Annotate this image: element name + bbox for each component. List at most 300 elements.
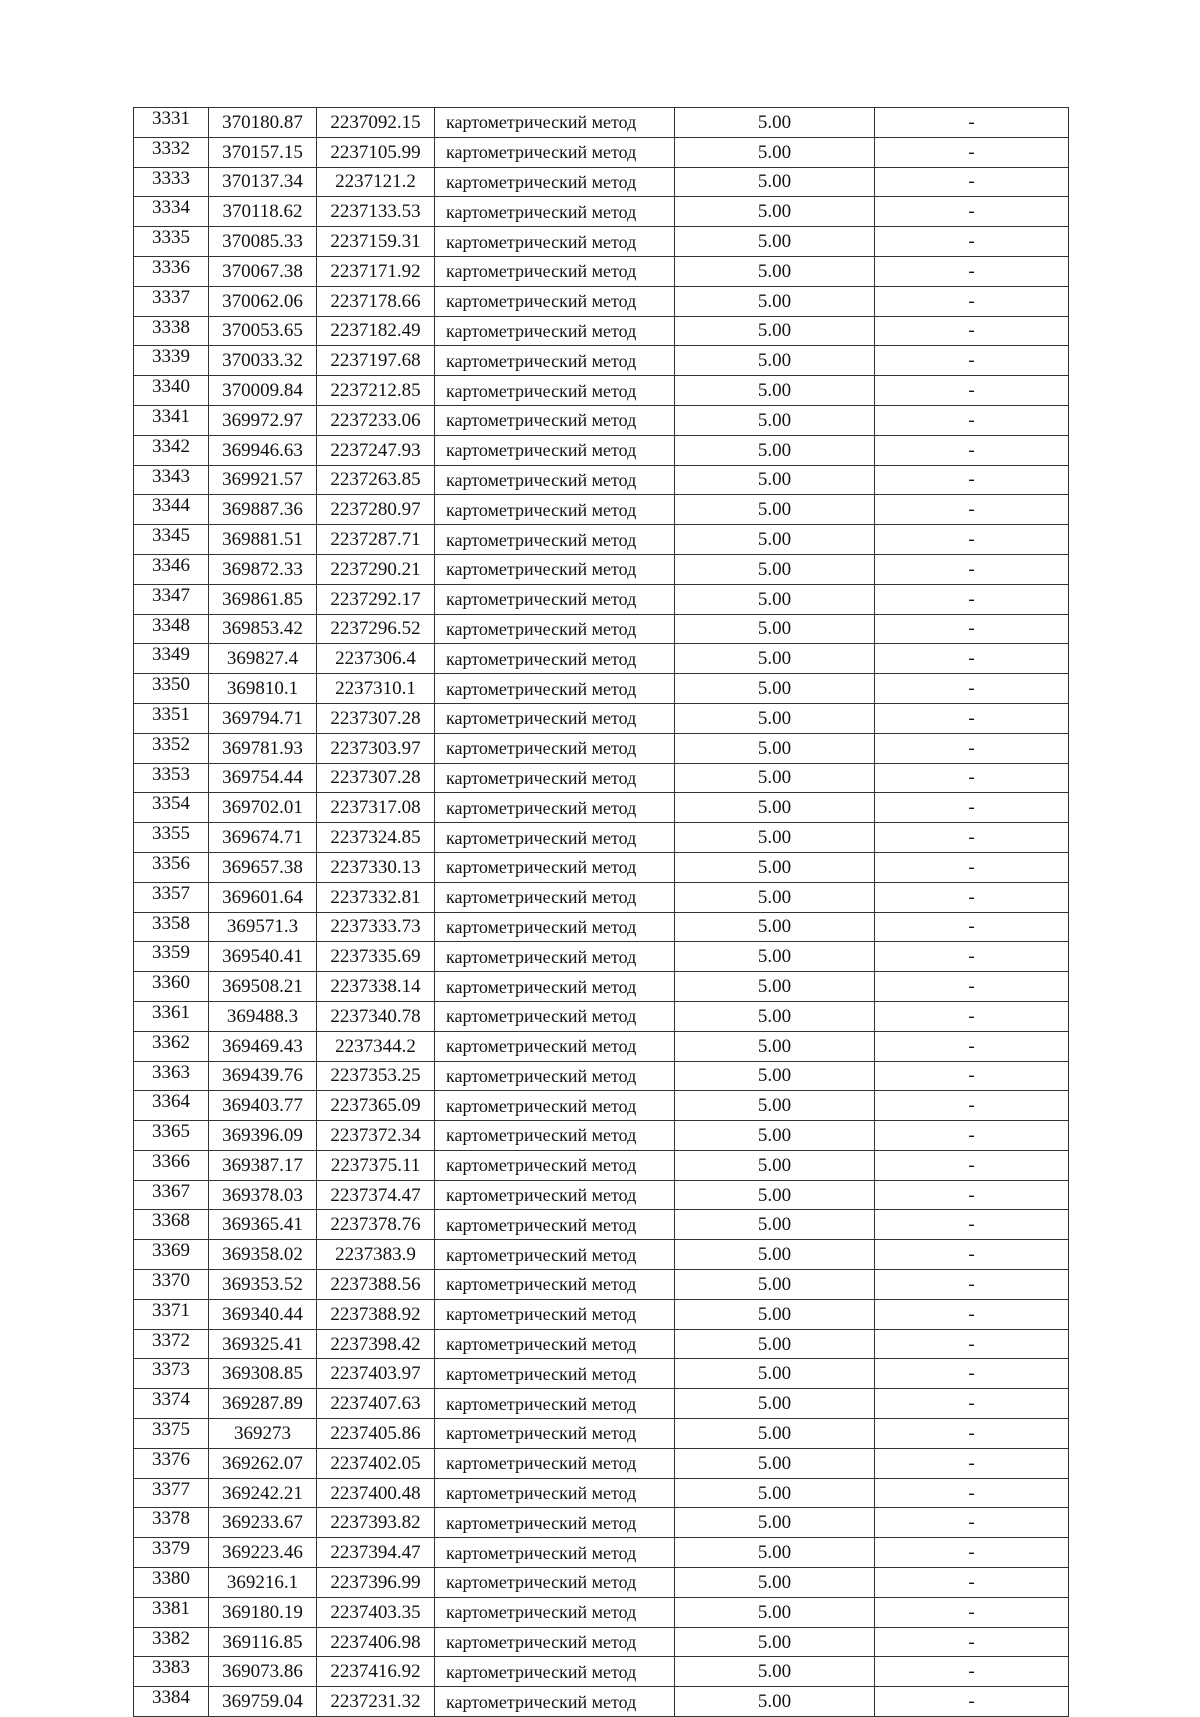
x-coordinate-cell: 369872.33 xyxy=(209,554,317,584)
note-cell: - xyxy=(875,435,1069,465)
note-cell: - xyxy=(875,912,1069,942)
y-coordinate-cell: 2237406.98 xyxy=(317,1627,435,1657)
note-cell: - xyxy=(875,852,1069,882)
point-number-cell: 3359 xyxy=(134,942,209,972)
note-cell: - xyxy=(875,227,1069,257)
point-number-cell: 3379 xyxy=(134,1538,209,1568)
table-row xyxy=(134,1478,1069,1508)
method-cell: картометрический метод xyxy=(435,1180,675,1210)
y-coordinate-cell: 2237403.35 xyxy=(317,1597,435,1627)
method-cell: картометрический метод xyxy=(435,703,675,733)
y-coordinate-cell: 2237338.14 xyxy=(317,972,435,1002)
accuracy-cell: 5.00 xyxy=(675,942,875,972)
table-row xyxy=(134,942,1069,972)
accuracy-cell: 5.00 xyxy=(675,376,875,406)
note-cell: - xyxy=(875,1299,1069,1329)
accuracy-cell: 5.00 xyxy=(675,137,875,167)
accuracy-cell: 5.00 xyxy=(675,1240,875,1270)
note-cell: - xyxy=(875,1001,1069,1031)
note-cell: - xyxy=(875,942,1069,972)
accuracy-cell: 5.00 xyxy=(675,1210,875,1240)
point-number-cell: 3370 xyxy=(134,1270,209,1300)
accuracy-cell: 5.00 xyxy=(675,1270,875,1300)
x-coordinate-cell: 369853.42 xyxy=(209,614,317,644)
x-coordinate-cell: 369571.3 xyxy=(209,912,317,942)
table-row xyxy=(134,435,1069,465)
table-row xyxy=(134,674,1069,704)
x-coordinate-cell: 369387.17 xyxy=(209,1150,317,1180)
table-row xyxy=(134,346,1069,376)
point-number-cell: 3347 xyxy=(134,584,209,614)
y-coordinate-cell: 2237292.17 xyxy=(317,584,435,614)
accuracy-cell: 5.00 xyxy=(675,1061,875,1091)
point-number-cell: 3366 xyxy=(134,1150,209,1180)
point-number-cell: 3360 xyxy=(134,972,209,1002)
point-number-cell: 3374 xyxy=(134,1389,209,1419)
x-coordinate-cell: 369396.09 xyxy=(209,1121,317,1151)
point-number-cell: 3363 xyxy=(134,1061,209,1091)
y-coordinate-cell: 2237335.69 xyxy=(317,942,435,972)
note-cell: - xyxy=(875,882,1069,912)
method-cell: картометрический метод xyxy=(435,227,675,257)
y-coordinate-cell: 2237171.92 xyxy=(317,256,435,286)
table-body xyxy=(134,108,1069,1717)
x-coordinate-cell: 369216.1 xyxy=(209,1568,317,1598)
y-coordinate-cell: 2237263.85 xyxy=(317,465,435,495)
x-coordinate-cell: 369242.21 xyxy=(209,1478,317,1508)
point-number-cell: 3346 xyxy=(134,554,209,584)
x-coordinate-cell: 369754.44 xyxy=(209,763,317,793)
y-coordinate-cell: 2237353.25 xyxy=(317,1061,435,1091)
table-row xyxy=(134,1121,1069,1151)
table-row xyxy=(134,1180,1069,1210)
point-number-cell: 3368 xyxy=(134,1210,209,1240)
y-coordinate-cell: 2237287.71 xyxy=(317,525,435,555)
point-number-cell: 3332 xyxy=(134,137,209,167)
y-coordinate-cell: 2237333.73 xyxy=(317,912,435,942)
y-coordinate-cell: 2237324.85 xyxy=(317,823,435,853)
x-coordinate-cell: 369439.76 xyxy=(209,1061,317,1091)
table-row xyxy=(134,1568,1069,1598)
method-cell: картометрический метод xyxy=(435,882,675,912)
method-cell: картометрический метод xyxy=(435,435,675,465)
y-coordinate-cell: 2237317.08 xyxy=(317,793,435,823)
table-row xyxy=(134,137,1069,167)
y-coordinate-cell: 2237383.9 xyxy=(317,1240,435,1270)
note-cell: - xyxy=(875,525,1069,555)
accuracy-cell: 5.00 xyxy=(675,1478,875,1508)
point-number-cell: 3339 xyxy=(134,346,209,376)
table-row xyxy=(134,1687,1069,1717)
method-cell: картометрический метод xyxy=(435,1389,675,1419)
note-cell: - xyxy=(875,286,1069,316)
table-row xyxy=(134,1150,1069,1180)
x-coordinate-cell: 369861.85 xyxy=(209,584,317,614)
method-cell: картометрический метод xyxy=(435,405,675,435)
accuracy-cell: 5.00 xyxy=(675,674,875,704)
accuracy-cell: 5.00 xyxy=(675,703,875,733)
y-coordinate-cell: 2237400.48 xyxy=(317,1478,435,1508)
x-coordinate-cell: 369972.97 xyxy=(209,405,317,435)
y-coordinate-cell: 2237402.05 xyxy=(317,1448,435,1478)
table-row xyxy=(134,733,1069,763)
table-row xyxy=(134,1597,1069,1627)
note-cell: - xyxy=(875,167,1069,197)
accuracy-cell: 5.00 xyxy=(675,1359,875,1389)
accuracy-cell: 5.00 xyxy=(675,1329,875,1359)
x-coordinate-cell: 369340.44 xyxy=(209,1299,317,1329)
note-cell: - xyxy=(875,644,1069,674)
method-cell: картометрический метод xyxy=(435,1657,675,1687)
accuracy-cell: 5.00 xyxy=(675,435,875,465)
accuracy-cell: 5.00 xyxy=(675,495,875,525)
point-number-cell: 3348 xyxy=(134,614,209,644)
table-row xyxy=(134,1001,1069,1031)
note-cell: - xyxy=(875,1329,1069,1359)
table-row xyxy=(134,525,1069,555)
note-cell: - xyxy=(875,1359,1069,1389)
point-number-cell: 3350 xyxy=(134,674,209,704)
table-row xyxy=(134,644,1069,674)
method-cell: картометрический метод xyxy=(435,1478,675,1508)
note-cell: - xyxy=(875,703,1069,733)
y-coordinate-cell: 2237307.28 xyxy=(317,763,435,793)
x-coordinate-cell: 369308.85 xyxy=(209,1359,317,1389)
method-cell: картометрический метод xyxy=(435,1240,675,1270)
method-cell: картометрический метод xyxy=(435,197,675,227)
method-cell: картометрический метод xyxy=(435,376,675,406)
point-number-cell: 3338 xyxy=(134,316,209,346)
note-cell: - xyxy=(875,614,1069,644)
accuracy-cell: 5.00 xyxy=(675,1121,875,1151)
x-coordinate-cell: 369540.41 xyxy=(209,942,317,972)
method-cell: картометрический метод xyxy=(435,1210,675,1240)
note-cell: - xyxy=(875,108,1069,138)
x-coordinate-cell: 369702.01 xyxy=(209,793,317,823)
y-coordinate-cell: 2237388.92 xyxy=(317,1299,435,1329)
x-coordinate-cell: 370118.62 xyxy=(209,197,317,227)
table-row xyxy=(134,108,1069,138)
note-cell: - xyxy=(875,405,1069,435)
point-number-cell: 3340 xyxy=(134,376,209,406)
method-cell: картометрический метод xyxy=(435,1508,675,1538)
method-cell: картометрический метод xyxy=(435,137,675,167)
accuracy-cell: 5.00 xyxy=(675,852,875,882)
y-coordinate-cell: 2237121.2 xyxy=(317,167,435,197)
method-cell: картометрический метод xyxy=(435,793,675,823)
y-coordinate-cell: 2237330.13 xyxy=(317,852,435,882)
x-coordinate-cell: 369657.38 xyxy=(209,852,317,882)
method-cell: картометрический метод xyxy=(435,614,675,644)
point-number-cell: 3357 xyxy=(134,882,209,912)
note-cell: - xyxy=(875,346,1069,376)
point-number-cell: 3371 xyxy=(134,1299,209,1329)
accuracy-cell: 5.00 xyxy=(675,972,875,1002)
accuracy-cell: 5.00 xyxy=(675,108,875,138)
y-coordinate-cell: 2237231.32 xyxy=(317,1687,435,1717)
point-number-cell: 3354 xyxy=(134,793,209,823)
x-coordinate-cell: 369378.03 xyxy=(209,1180,317,1210)
y-coordinate-cell: 2237197.68 xyxy=(317,346,435,376)
accuracy-cell: 5.00 xyxy=(675,554,875,584)
table-row xyxy=(134,405,1069,435)
note-cell: - xyxy=(875,1270,1069,1300)
point-number-cell: 3377 xyxy=(134,1478,209,1508)
accuracy-cell: 5.00 xyxy=(675,167,875,197)
y-coordinate-cell: 2237332.81 xyxy=(317,882,435,912)
table-row xyxy=(134,1538,1069,1568)
x-coordinate-cell: 369921.57 xyxy=(209,465,317,495)
note-cell: - xyxy=(875,1597,1069,1627)
note-cell: - xyxy=(875,763,1069,793)
note-cell: - xyxy=(875,1121,1069,1151)
x-coordinate-cell: 369488.3 xyxy=(209,1001,317,1031)
note-cell: - xyxy=(875,1687,1069,1717)
x-coordinate-cell: 369794.71 xyxy=(209,703,317,733)
accuracy-cell: 5.00 xyxy=(675,1299,875,1329)
accuracy-cell: 5.00 xyxy=(675,316,875,346)
table-row xyxy=(134,1061,1069,1091)
method-cell: картометрический метод xyxy=(435,1031,675,1061)
accuracy-cell: 5.00 xyxy=(675,1657,875,1687)
point-number-cell: 3336 xyxy=(134,256,209,286)
x-coordinate-cell: 370053.65 xyxy=(209,316,317,346)
method-cell: картометрический метод xyxy=(435,1001,675,1031)
method-cell: картометрический метод xyxy=(435,167,675,197)
x-coordinate-cell: 369325.41 xyxy=(209,1329,317,1359)
accuracy-cell: 5.00 xyxy=(675,733,875,763)
point-number-cell: 3355 xyxy=(134,823,209,853)
x-coordinate-cell: 369887.36 xyxy=(209,495,317,525)
point-number-cell: 3365 xyxy=(134,1121,209,1151)
accuracy-cell: 5.00 xyxy=(675,197,875,227)
note-cell: - xyxy=(875,554,1069,584)
y-coordinate-cell: 2237159.31 xyxy=(317,227,435,257)
point-number-cell: 3344 xyxy=(134,495,209,525)
x-coordinate-cell: 369881.51 xyxy=(209,525,317,555)
y-coordinate-cell: 2237133.53 xyxy=(317,197,435,227)
accuracy-cell: 5.00 xyxy=(675,465,875,495)
point-number-cell: 3383 xyxy=(134,1657,209,1687)
point-number-cell: 3356 xyxy=(134,852,209,882)
table-row xyxy=(134,1627,1069,1657)
table-row xyxy=(134,316,1069,346)
x-coordinate-cell: 370180.87 xyxy=(209,108,317,138)
table-row xyxy=(134,167,1069,197)
y-coordinate-cell: 2237212.85 xyxy=(317,376,435,406)
y-coordinate-cell: 2237407.63 xyxy=(317,1389,435,1419)
accuracy-cell: 5.00 xyxy=(675,823,875,853)
table-row xyxy=(134,614,1069,644)
method-cell: картометрический метод xyxy=(435,1270,675,1300)
x-coordinate-cell: 369353.52 xyxy=(209,1270,317,1300)
note-cell: - xyxy=(875,1150,1069,1180)
table-row xyxy=(134,376,1069,406)
point-number-cell: 3337 xyxy=(134,286,209,316)
point-number-cell: 3353 xyxy=(134,763,209,793)
table-row xyxy=(134,465,1069,495)
y-coordinate-cell: 2237178.66 xyxy=(317,286,435,316)
table-row xyxy=(134,1031,1069,1061)
point-number-cell: 3376 xyxy=(134,1448,209,1478)
accuracy-cell: 5.00 xyxy=(675,1150,875,1180)
note-cell: - xyxy=(875,316,1069,346)
method-cell: картометрический метод xyxy=(435,733,675,763)
accuracy-cell: 5.00 xyxy=(675,1568,875,1598)
y-coordinate-cell: 2237372.34 xyxy=(317,1121,435,1151)
note-cell: - xyxy=(875,1478,1069,1508)
x-coordinate-cell: 369781.93 xyxy=(209,733,317,763)
method-cell: картометрический метод xyxy=(435,1359,675,1389)
table-row xyxy=(134,1389,1069,1419)
note-cell: - xyxy=(875,823,1069,853)
point-number-cell: 3382 xyxy=(134,1627,209,1657)
table-row xyxy=(134,1299,1069,1329)
method-cell: картометрический метод xyxy=(435,1121,675,1151)
y-coordinate-cell: 2237388.56 xyxy=(317,1270,435,1300)
x-coordinate-cell: 369601.64 xyxy=(209,882,317,912)
note-cell: - xyxy=(875,1180,1069,1210)
x-coordinate-cell: 369403.77 xyxy=(209,1091,317,1121)
method-cell: картометрический метод xyxy=(435,1091,675,1121)
table-row xyxy=(134,972,1069,1002)
method-cell: картометрический метод xyxy=(435,763,675,793)
x-coordinate-cell: 369946.63 xyxy=(209,435,317,465)
y-coordinate-cell: 2237310.1 xyxy=(317,674,435,704)
table-row xyxy=(134,197,1069,227)
accuracy-cell: 5.00 xyxy=(675,644,875,674)
table-row xyxy=(134,1329,1069,1359)
point-number-cell: 3334 xyxy=(134,197,209,227)
point-number-cell: 3333 xyxy=(134,167,209,197)
note-cell: - xyxy=(875,674,1069,704)
x-coordinate-cell: 369073.86 xyxy=(209,1657,317,1687)
table-row xyxy=(134,1448,1069,1478)
y-coordinate-cell: 2237303.97 xyxy=(317,733,435,763)
y-coordinate-cell: 2237403.97 xyxy=(317,1359,435,1389)
point-number-cell: 3343 xyxy=(134,465,209,495)
method-cell: картометрический метод xyxy=(435,554,675,584)
table-row xyxy=(134,584,1069,614)
method-cell: картометрический метод xyxy=(435,1419,675,1449)
x-coordinate-cell: 369469.43 xyxy=(209,1031,317,1061)
accuracy-cell: 5.00 xyxy=(675,584,875,614)
y-coordinate-cell: 2237344.2 xyxy=(317,1031,435,1061)
accuracy-cell: 5.00 xyxy=(675,1448,875,1478)
x-coordinate-cell: 369810.1 xyxy=(209,674,317,704)
accuracy-cell: 5.00 xyxy=(675,912,875,942)
accuracy-cell: 5.00 xyxy=(675,1419,875,1449)
note-cell: - xyxy=(875,1568,1069,1598)
method-cell: картометрический метод xyxy=(435,1329,675,1359)
method-cell: картометрический метод xyxy=(435,286,675,316)
point-number-cell: 3358 xyxy=(134,912,209,942)
method-cell: картометрический метод xyxy=(435,465,675,495)
x-coordinate-cell: 370033.32 xyxy=(209,346,317,376)
note-cell: - xyxy=(875,1389,1069,1419)
y-coordinate-cell: 2237247.93 xyxy=(317,435,435,465)
accuracy-cell: 5.00 xyxy=(675,1180,875,1210)
method-cell: картометрический метод xyxy=(435,1687,675,1717)
method-cell: картометрический метод xyxy=(435,1061,675,1091)
point-number-cell: 3351 xyxy=(134,703,209,733)
coordinates-table xyxy=(133,107,1069,1717)
point-number-cell: 3367 xyxy=(134,1180,209,1210)
x-coordinate-cell: 370085.33 xyxy=(209,227,317,257)
x-coordinate-cell: 369358.02 xyxy=(209,1240,317,1270)
method-cell: картометрический метод xyxy=(435,495,675,525)
table-row xyxy=(134,256,1069,286)
method-cell: картометрический метод xyxy=(435,912,675,942)
table-row xyxy=(134,1359,1069,1389)
y-coordinate-cell: 2237398.42 xyxy=(317,1329,435,1359)
y-coordinate-cell: 2237374.47 xyxy=(317,1180,435,1210)
accuracy-cell: 5.00 xyxy=(675,1508,875,1538)
x-coordinate-cell: 369674.71 xyxy=(209,823,317,853)
method-cell: картометрический метод xyxy=(435,852,675,882)
y-coordinate-cell: 2237306.4 xyxy=(317,644,435,674)
accuracy-cell: 5.00 xyxy=(675,525,875,555)
point-number-cell: 3380 xyxy=(134,1568,209,1598)
y-coordinate-cell: 2237365.09 xyxy=(317,1091,435,1121)
note-cell: - xyxy=(875,256,1069,286)
method-cell: картометрический метод xyxy=(435,1568,675,1598)
point-number-cell: 3373 xyxy=(134,1359,209,1389)
y-coordinate-cell: 2237233.06 xyxy=(317,405,435,435)
x-coordinate-cell: 369508.21 xyxy=(209,972,317,1002)
accuracy-cell: 5.00 xyxy=(675,346,875,376)
y-coordinate-cell: 2237340.78 xyxy=(317,1001,435,1031)
point-number-cell: 3335 xyxy=(134,227,209,257)
method-cell: картометрический метод xyxy=(435,1448,675,1478)
note-cell: - xyxy=(875,1061,1069,1091)
accuracy-cell: 5.00 xyxy=(675,227,875,257)
y-coordinate-cell: 2237290.21 xyxy=(317,554,435,584)
table-row xyxy=(134,1210,1069,1240)
note-cell: - xyxy=(875,1091,1069,1121)
method-cell: картометрический метод xyxy=(435,1299,675,1329)
method-cell: картометрический метод xyxy=(435,972,675,1002)
accuracy-cell: 5.00 xyxy=(675,1597,875,1627)
y-coordinate-cell: 2237307.28 xyxy=(317,703,435,733)
accuracy-cell: 5.00 xyxy=(675,1389,875,1419)
note-cell: - xyxy=(875,1508,1069,1538)
accuracy-cell: 5.00 xyxy=(675,614,875,644)
x-coordinate-cell: 369116.85 xyxy=(209,1627,317,1657)
x-coordinate-cell: 369759.04 xyxy=(209,1687,317,1717)
x-coordinate-cell: 369273 xyxy=(209,1419,317,1449)
accuracy-cell: 5.00 xyxy=(675,1627,875,1657)
note-cell: - xyxy=(875,733,1069,763)
y-coordinate-cell: 2237092.15 xyxy=(317,108,435,138)
note-cell: - xyxy=(875,1538,1069,1568)
y-coordinate-cell: 2237393.82 xyxy=(317,1508,435,1538)
table-row xyxy=(134,882,1069,912)
method-cell: картометрический метод xyxy=(435,108,675,138)
accuracy-cell: 5.00 xyxy=(675,1091,875,1121)
y-coordinate-cell: 2237296.52 xyxy=(317,614,435,644)
point-number-cell: 3345 xyxy=(134,525,209,555)
note-cell: - xyxy=(875,1419,1069,1449)
point-number-cell: 3375 xyxy=(134,1419,209,1449)
x-coordinate-cell: 369262.07 xyxy=(209,1448,317,1478)
point-number-cell: 3378 xyxy=(134,1508,209,1538)
accuracy-cell: 5.00 xyxy=(675,1687,875,1717)
accuracy-cell: 5.00 xyxy=(675,1538,875,1568)
note-cell: - xyxy=(875,972,1069,1002)
table-row xyxy=(134,1657,1069,1687)
table-row xyxy=(134,823,1069,853)
